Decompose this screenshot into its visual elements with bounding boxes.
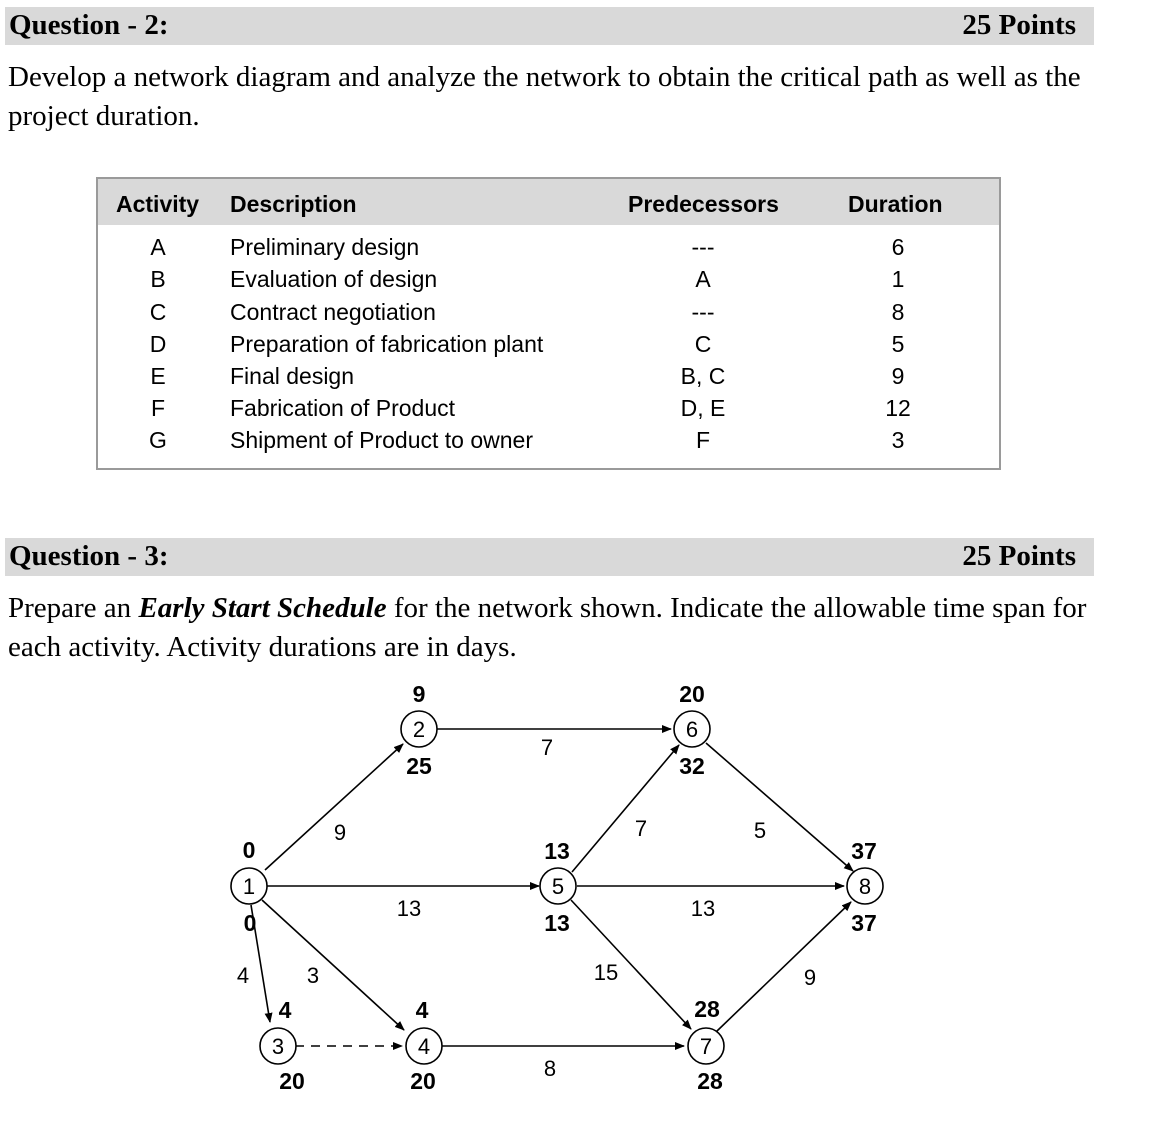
cell-duration: 9 (891, 363, 905, 389)
cell-duration: 5 (891, 331, 905, 357)
node-3-id: 3 (271, 1034, 285, 1059)
duration-6-8: 5 (753, 818, 767, 843)
node-2-late: 25 (406, 753, 432, 779)
node-8 (847, 838, 883, 936)
node-1-early: 0 (242, 837, 256, 863)
cell-description: Evaluation of design (230, 266, 438, 292)
cell-activity: B (150, 266, 166, 292)
cell-description: Fabrication of Product (230, 395, 456, 421)
header-description: Description (230, 191, 357, 217)
node-6 (674, 681, 710, 779)
cell-duration: 6 (891, 234, 905, 260)
cell-predecessors: B, C (680, 363, 726, 389)
cell-duration: 1 (891, 266, 905, 292)
node-3-late: 20 (279, 1068, 305, 1094)
node-5 (540, 838, 576, 936)
duration-5-8: 13 (690, 896, 716, 921)
cell-duration: 3 (891, 427, 905, 453)
cell-description: Preparation of fabrication plant (230, 331, 544, 357)
duration-7-8: 9 (803, 965, 817, 990)
duration-1-2: 9 (333, 820, 347, 845)
duration-labels (237, 735, 816, 1081)
edge-1-2 (265, 744, 403, 870)
cell-duration: 8 (891, 299, 905, 325)
cell-predecessors: C (694, 331, 712, 357)
cell-activity: D (149, 331, 167, 357)
node-5-late: 13 (544, 910, 570, 936)
cell-duration: 12 (885, 395, 911, 421)
question-3-text-end: for the network shown. Indicate the allowable time span for each activity. Activity durations are in days. (8, 592, 1087, 663)
cell-activity: A (150, 234, 166, 260)
duration-4-7: 8 (543, 1056, 557, 1081)
question-2-text: Develop a network diagram and analyze the network to obtain the critical path as well as the project duration. (8, 61, 1081, 132)
question-2-points: 25 Points (962, 9, 1076, 41)
question-2-title: Question - 2: (9, 9, 169, 41)
node-8-early: 37 (851, 838, 877, 864)
node-4 (406, 997, 442, 1094)
node-7-late: 28 (697, 1068, 723, 1094)
node-7 (688, 996, 724, 1094)
question-3-title: Question - 3: (9, 540, 169, 572)
cell-description: Shipment of Product to owner (230, 427, 533, 453)
question-3-text-emphasis: Early Start Schedule (138, 592, 387, 624)
node-6-late: 32 (679, 753, 705, 779)
cell-predecessors: F (695, 427, 711, 453)
cell-activity: C (149, 299, 167, 325)
cell-activity: G (149, 427, 167, 453)
node-2-id: 2 (412, 717, 426, 742)
node-2 (401, 681, 437, 779)
cell-predecessors: D, E (680, 395, 726, 421)
node-3-early: 4 (278, 997, 292, 1023)
duration-5-6: 7 (634, 816, 648, 841)
cell-predecessors: --- (691, 299, 715, 325)
node-7-id: 7 (699, 1034, 713, 1059)
node-1-id: 1 (242, 874, 256, 899)
cell-activity: E (150, 363, 166, 389)
node-4-late: 20 (410, 1068, 436, 1094)
node-7-early: 28 (694, 996, 720, 1022)
duration-1-4: 3 (306, 963, 320, 988)
cell-description: Preliminary design (230, 234, 420, 260)
duration-1-5: 13 (396, 896, 422, 921)
node-6-early: 20 (679, 681, 705, 707)
node-1 (231, 837, 267, 936)
nodes (231, 681, 883, 1094)
question-3-points: 25 Points (962, 540, 1076, 572)
cell-predecessors: A (695, 266, 711, 292)
duration-1-3: 4 (236, 963, 250, 988)
header-predecessors: Predecessors (628, 191, 779, 217)
edge-6-8 (706, 743, 853, 871)
duration-2-6: 7 (540, 735, 554, 760)
node-4-id: 4 (417, 1034, 431, 1059)
cell-predecessors: --- (691, 234, 715, 260)
question-3-text-start: Prepare an (8, 592, 132, 624)
header-activity: Activity (116, 191, 200, 217)
cell-activity: F (150, 395, 166, 421)
node-5-early: 13 (544, 838, 570, 864)
edge-7-8 (717, 902, 851, 1031)
node-1-late: 0 (243, 910, 257, 936)
node-2-early: 9 (412, 681, 426, 707)
node-4-early: 4 (415, 997, 429, 1023)
edge-5-7 (571, 900, 691, 1029)
edge-5-6 (572, 745, 679, 872)
node-5-id: 5 (551, 874, 565, 899)
node-8-late: 37 (851, 910, 877, 936)
node-6-id: 6 (685, 717, 699, 742)
duration-5-7: 15 (593, 960, 619, 985)
cell-description: Final design (230, 363, 355, 389)
cell-description: Contract negotiation (230, 299, 436, 325)
header-duration: Duration (848, 191, 943, 217)
node-8-id: 8 (858, 874, 872, 899)
